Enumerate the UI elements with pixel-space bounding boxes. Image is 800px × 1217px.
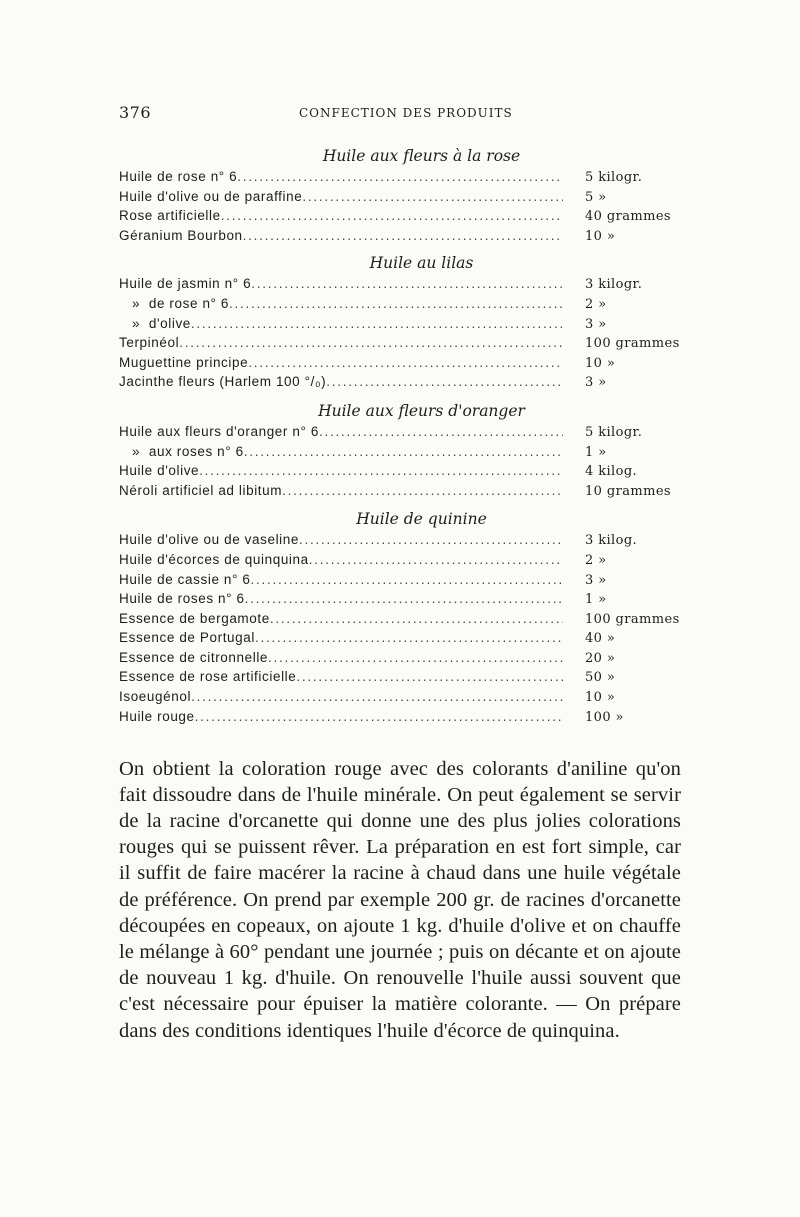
section-title: Huile au lilas (369, 254, 474, 273)
ingredient-name: Huile rouge (119, 708, 195, 724)
dot-leader (244, 442, 563, 462)
ingredient-quantity: 5 » (585, 189, 607, 205)
page-number: 376 (119, 103, 152, 122)
ingredient-row (119, 187, 689, 207)
dot-leader (296, 667, 563, 687)
dot-leader (251, 274, 563, 294)
page-header (119, 103, 679, 125)
ingredient-name: Terpinéol (119, 335, 180, 351)
dot-leader (250, 570, 563, 590)
dot-leader (248, 353, 563, 373)
section-title: Huile aux fleurs d'oranger (318, 401, 525, 420)
ingredient-row (119, 628, 689, 648)
ingredient-name: » aux roses n° 6 (119, 443, 244, 459)
dot-leader (191, 687, 563, 707)
ingredient-quantity: 3 kilog. (585, 533, 638, 549)
ingredient-row (119, 609, 689, 629)
dot-leader (326, 372, 563, 392)
ingredient-row (119, 481, 689, 501)
ingredient-name: Huile d'olive ou de vaseline (119, 532, 299, 548)
ingredient-row (119, 372, 689, 392)
ingredient-name: Géranium Bourbon (119, 227, 243, 243)
ingredient-row (119, 667, 689, 687)
dot-leader (319, 422, 563, 442)
ingredient-quantity: 10 grammes (585, 483, 671, 499)
ingredient-name: Huile de roses n° 6 (119, 591, 245, 607)
dot-leader (221, 206, 563, 226)
ingredient-row (119, 206, 689, 226)
dot-leader (270, 609, 563, 629)
dot-leader (191, 314, 563, 334)
ingredient-quantity: 2 » (585, 552, 607, 568)
dot-leader (229, 294, 563, 314)
ingredient-row (119, 707, 689, 727)
ingredient-row (119, 648, 689, 668)
dot-leader (299, 530, 563, 550)
recipe-section (119, 253, 689, 392)
ingredient-row (119, 226, 689, 246)
ingredient-quantity: 3 » (585, 375, 607, 391)
ingredient-row (119, 167, 689, 187)
ingredient-row (119, 274, 689, 294)
ingredient-row (119, 442, 689, 462)
ingredient-name: Huile d'olive (119, 463, 200, 479)
ingredient-row (119, 461, 689, 481)
ingredient-name: Essence de rose artificielle (119, 669, 297, 685)
ingredient-row (119, 353, 689, 373)
ingredient-row (119, 530, 689, 550)
dot-leader (243, 226, 563, 246)
ingredient-row (119, 314, 689, 334)
ingredient-name: Essence de bergamote (119, 610, 270, 626)
ingredient-name: Jacinthe fleurs (Harlem 100 °/₀) (119, 374, 327, 390)
ingredient-quantity: 40 grammes (585, 209, 671, 225)
ingredient-row (119, 570, 689, 590)
recipe-section (119, 509, 689, 726)
recipe-section (119, 401, 689, 500)
ingredient-row (119, 294, 689, 314)
ingredient-name: Isoeugénol (119, 689, 192, 705)
dot-leader (255, 628, 563, 648)
ingredient-quantity: 5 kilogr. (585, 170, 643, 185)
dot-leader (179, 333, 563, 353)
dot-leader (195, 707, 563, 727)
ingredient-name: » de rose n° 6 (119, 295, 230, 311)
recipe-section (119, 146, 689, 245)
ingredient-name: Huile aux fleurs d'oranger n° 6 (119, 423, 319, 439)
ingredient-quantity: 10 » (585, 690, 616, 706)
ingredient-name: Huile d'écorces de quinquina (119, 551, 309, 567)
ingredient-name: Essence de citronnelle (119, 649, 269, 665)
ingredient-quantity: 1 » (585, 444, 607, 460)
ingredient-name: Huile de rose n° 6 (119, 169, 238, 184)
running-head: CONFECTION DES PRODUITS (299, 106, 513, 120)
ingredient-row (119, 422, 689, 442)
ingredient-row (119, 550, 689, 570)
ingredient-quantity: 3 » (585, 572, 607, 588)
ingredient-name: Néroli artificiel ad libitum (119, 482, 283, 498)
ingredient-quantity: 1 » (585, 592, 607, 608)
ingredient-quantity: 5 kilogr. (585, 424, 643, 440)
dot-leader (268, 648, 563, 668)
ingredient-name: Muguettine principe (119, 354, 249, 370)
ingredient-row (119, 687, 689, 707)
ingredient-quantity: 10 » (585, 355, 616, 371)
ingredient-quantity: 40 » (585, 631, 616, 647)
dot-leader (237, 167, 563, 187)
ingredient-quantity: 4 kilog. (585, 464, 638, 480)
ingredient-name: Rose artificielle (119, 208, 221, 224)
ingredient-quantity: 3 » (585, 316, 607, 332)
ingredient-name: Huile de jasmin n° 6 (119, 276, 252, 292)
body-paragraph: On obtient la coloration rouge avec des colorants d'aniline qu'on fait dissoudre dans de l'huile minérale. On peut également se servir de la racine d'orcanette qui donne une des plus jolies colorations rouges qui se puissent rêver. La préparation en est fort simple, car il suffit de faire macérer la racine à chaud dans une huile végétale de préférence. On prend par exemple 200 gr. de racines d'orcanette découpées en copeaux, on ajoute 1 kg. d'huile d'olive et on chauffe le mélange à 60° pendant une journée ; puis on décante et on ajoute de nouveau 1 kg. d'huile. On renouvelle l'huile aussi souvent que c'est nécessaire pour épuiser la matière colorante. — On prépare dans des conditions identiques l'huile d'écorce de quinquina. (119, 757, 681, 1042)
dot-leader (245, 589, 563, 609)
section-title: Huile de quinine (356, 510, 487, 529)
ingredient-name: » d'olive (119, 315, 191, 331)
dot-leader (302, 187, 563, 207)
recipe-list (119, 146, 689, 726)
ingredient-quantity: 100 grammes (585, 336, 680, 352)
dot-leader (282, 481, 563, 501)
section-title: Huile aux fleurs à la rose (322, 147, 521, 165)
ingredient-row (119, 333, 689, 353)
ingredient-name: Huile de cassie n° 6 (119, 571, 251, 587)
ingredient-quantity: 100 grammes (585, 611, 680, 627)
ingredient-row (119, 589, 689, 609)
ingredient-quantity: 20 » (585, 650, 616, 666)
ingredient-quantity: 3 kilogr. (585, 277, 643, 293)
ingredient-quantity: 2 » (585, 296, 607, 312)
dot-leader (199, 461, 563, 481)
ingredient-name: Essence de Portugal (119, 630, 255, 646)
ingredient-quantity: 100 » (585, 709, 624, 725)
ingredient-name: Huile d'olive ou de paraffine (119, 188, 303, 204)
ingredient-quantity: 50 » (585, 670, 616, 686)
ingredient-quantity: 10 » (585, 228, 616, 244)
dot-leader (309, 550, 563, 570)
